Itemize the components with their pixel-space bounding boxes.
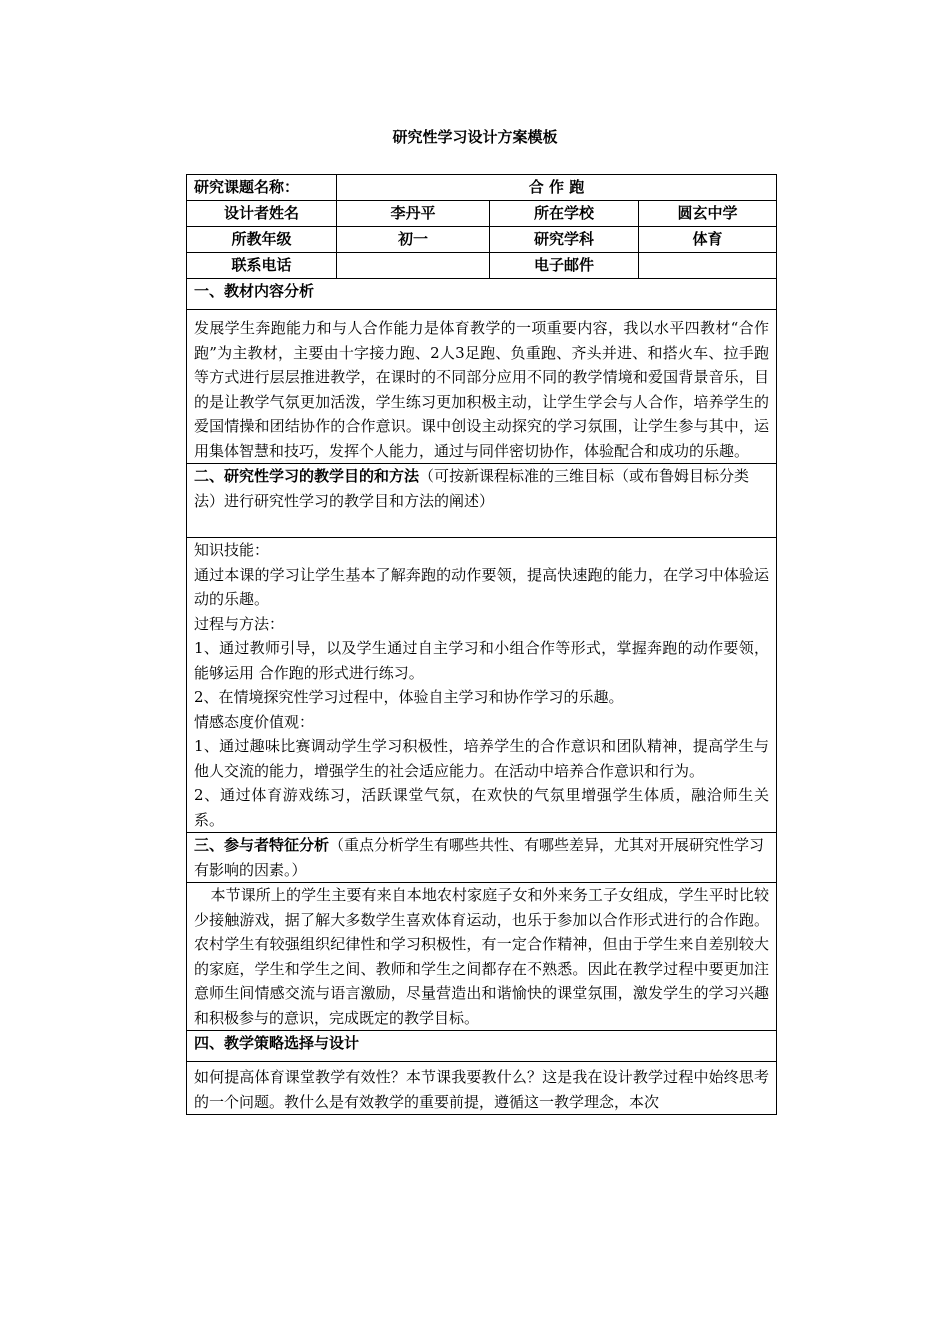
goal-line: 情感态度价值观： [194, 712, 315, 731]
section-1-title: 一、教材内容分析 [187, 279, 777, 310]
grade-row [187, 227, 777, 253]
goal-line: 2、在情境探究性学习过程中，体验自主学习和协作学习的乐趣。 [194, 688, 624, 706]
section-2-title: 二、研究性学习的教学目的和方法 [194, 467, 420, 485]
email-label: 电子邮件 [490, 253, 639, 279]
section-3-title: 三、参与者特征分析 [194, 836, 330, 854]
section-3-header-row [187, 833, 777, 883]
section-2-body-row [187, 538, 777, 833]
phone-value [337, 253, 490, 279]
section-3-body-row [187, 883, 777, 1031]
contact-row [187, 253, 777, 279]
goal-line: 过程与方法： [194, 614, 285, 633]
section-1-paragraph: 发展学生奔跑能力和与人合作能力是体育教学的一项重要内容，我以水平四教材“合作跑”为主教材，主要由十字接力跑、2人3足跑、负重跑、齐头并进、和搭火车、拉手跑等方式进行层层推进教学，在课时的不同部分应用不同的教学情境和爱国背景音乐，目的是让教学气氛更加活泼，学生练习更加积极主动，让学生学会与人合作，培养学生的爱国情操和团结协作的合作意识。课中创设主动探究的学习氛围，让学生参与其中，运用集体智慧和技巧，发挥个人能力，通过与同伴密切协作，体验配合和成功的乐趣。 [194, 319, 769, 460]
section-4-header-row [187, 1031, 777, 1062]
goal-line: 1、通过教师引导，以及学生通过自主学习和小组合作等形式，掌握奔跑的动作要领，能够运用 合作跑的形式进行练习。 [194, 639, 769, 682]
section-1-header-row [187, 279, 777, 310]
school-value: 圆玄中学 [639, 201, 777, 227]
topic-row [187, 175, 777, 201]
section-4-paragraph: 如何提高体育课堂教学有效性？本节课我要教什么？这是我在设计教学过程中始终思考的一个问题。教什么是有效教学的重要前提，遵循这一教学理念，本次 [194, 1068, 769, 1111]
section-3-note: （重点分析学生有哪些共性、有哪些差异，尤其对开展研究性学习有影响的因素。） [194, 836, 765, 879]
page-title: 研究性学习设计方案模板 [392, 128, 558, 146]
section-1-body-row [187, 310, 777, 464]
section-2-note: （可按新课程标准的三维目标（或布鲁姆目标分类法）进行研究性学习的教学目和方法的阐述） [194, 467, 750, 510]
section-4-body-row [187, 1062, 777, 1115]
section-1-body [187, 310, 777, 464]
designer-value: 李丹平 [337, 201, 490, 227]
goal-line: 2、通过体育游戏练习，活跃课堂气氛，在欢快的气氛里增强学生体质，融洽师生关系。 [194, 786, 769, 829]
email-value [639, 253, 777, 279]
design-form-table [186, 174, 777, 1115]
goal-line: 1、通过趣味比赛调动学生学习积极性，培养学生的合作意识和团队精神，提高学生与他人交流的能力，增强学生的社会适应能力。在活动中培养合作意识和行为。 [194, 737, 769, 780]
section-4-body [187, 1062, 777, 1115]
topic-value: 合 作 跑 [337, 175, 777, 201]
designer-label: 设计者姓名 [187, 201, 337, 227]
phone-label: 联系电话 [187, 253, 337, 279]
subject-value: 体育 [639, 227, 777, 253]
section-2-body [187, 538, 777, 833]
goal-line: 通过本课的学习让学生基本了解奔跑的动作要领，提高快速跑的能力，在学习中体验运动的乐趣。 [194, 565, 769, 608]
topic-label: 研究课题名称： [187, 175, 337, 201]
section-4-title: 四、教学策略选择与设计 [187, 1031, 777, 1062]
section-2-header [187, 464, 777, 538]
grade-label: 所教年级 [187, 227, 337, 253]
goal-line: 知识技能： [194, 541, 270, 559]
grade-value: 初一 [337, 227, 490, 253]
school-label: 所在学校 [490, 201, 639, 227]
subject-label: 研究学科 [490, 227, 639, 253]
designer-row [187, 201, 777, 227]
section-3-paragraph: 本节课所上的学生主要有来自本地农村家庭子女和外来务工子女组成，学生平时比较少接触游戏，据了解大多数学生喜欢体育运动，也乐于参加以合作形式进行的合作跑。农村学生有较强组织纪律性和学习积极性，有一定合作精神，但由于学生来自差别较大的家庭，学生和学生之间、教师和学生之间都存在不熟悉。因此在教学过程中要更加注意师生间情感交流与语言激励，尽量营造出和谐愉快的课堂氛围，激发学生的学习兴趣和积极参与的意识，完成既定的教学目标。 [194, 886, 769, 1027]
section-3-header [187, 833, 777, 883]
section-2-header-row [187, 464, 777, 538]
section-3-body [187, 883, 777, 1031]
